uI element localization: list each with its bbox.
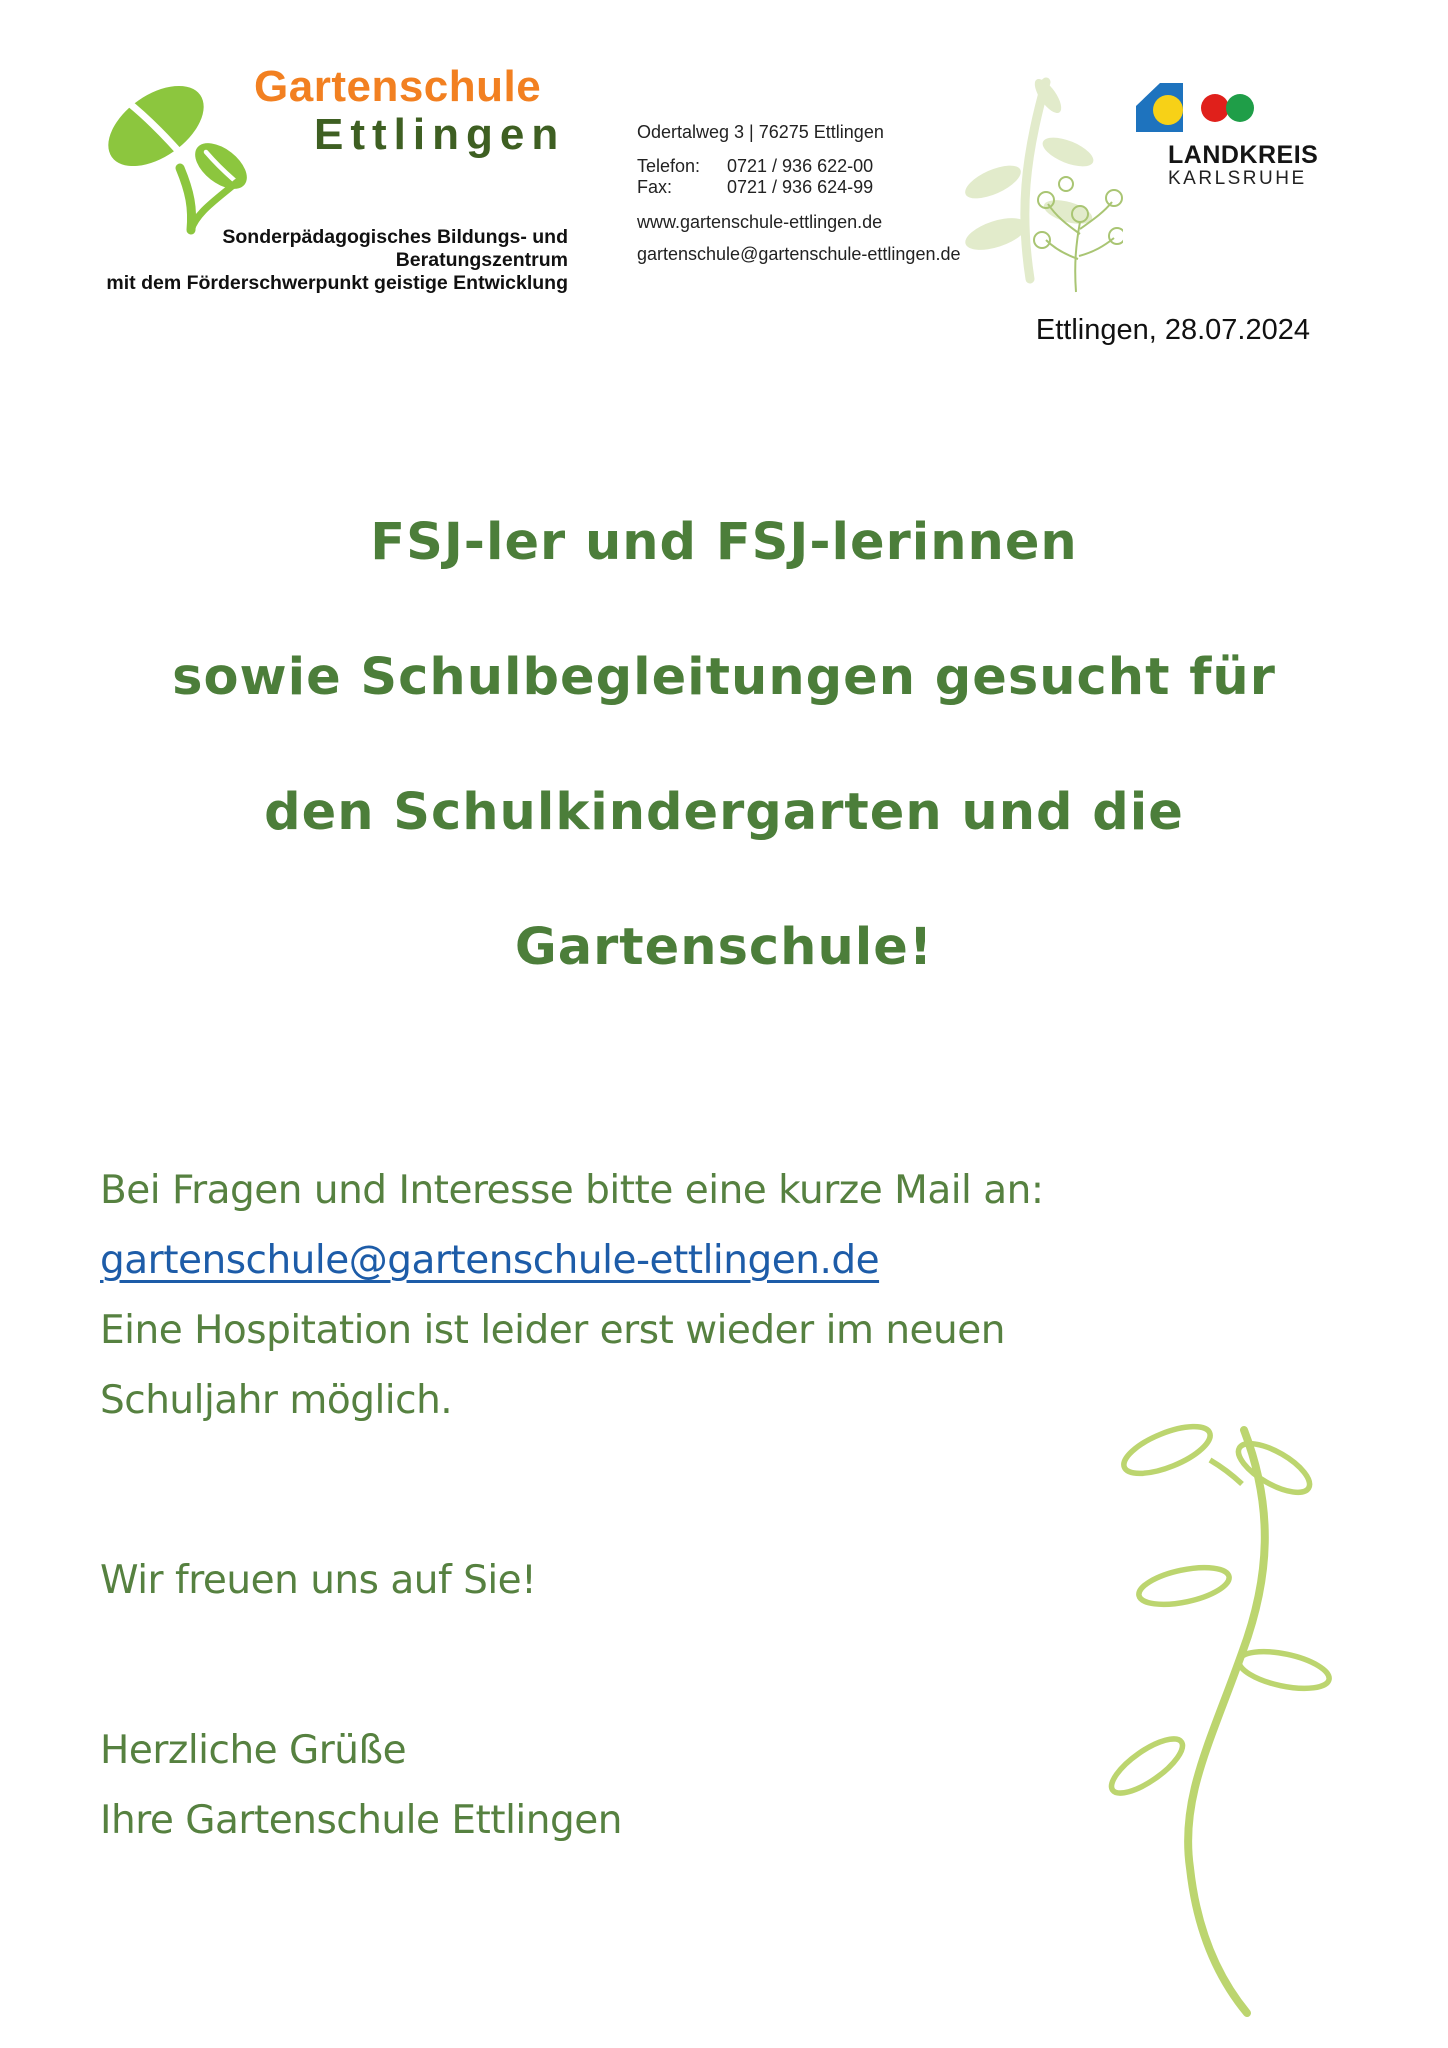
fax-number: 0721 / 936 624-99 (727, 177, 874, 197)
headline (0, 498, 1448, 1038)
landkreis-label: LANDKREIS (1168, 141, 1319, 169)
closing-line-1: Herzliche Grüße (100, 1728, 407, 1773)
contact-website: www.gartenschule-ettlingen.de (637, 212, 883, 232)
phone-number: 0721 / 936 622-00 (727, 156, 874, 176)
plant-decoration-top-icon (948, 64, 1123, 294)
date-line: Ettlingen, 28.07.2024 (1035, 314, 1310, 346)
logo-title-ettlingen: Ettlingen (314, 110, 566, 159)
landkreis-logo (1128, 80, 1318, 189)
contact-email: gartenschule@gartenschule-ettlingen.de (637, 244, 961, 264)
closing-line-2: Ihre Gartenschule Ettlingen (100, 1798, 622, 1843)
body-line-3: Schuljahr möglich. (100, 1378, 453, 1423)
headline-line-2: sowie Schulbegleitungen gesucht für (172, 648, 1276, 707)
headline-line-1: FSJ-ler und FSJ-lerinnen (370, 513, 1078, 572)
headline-line-3: den Schulkindergarten und die (264, 783, 1184, 842)
subtitle-line-2: mit dem Förderschwerpunkt geistige Entwicklung (106, 272, 568, 294)
landkreis-mark-icon (1128, 80, 1258, 136)
email-link[interactable]: gartenschule@gartenschule-ettlingen.de (100, 1238, 880, 1283)
school-subtitle (80, 226, 568, 295)
phone-label: Telefon: (637, 156, 701, 176)
contact-block (637, 122, 960, 265)
body-line-2: Eine Hospitation ist leider erst wieder im neuen (100, 1308, 1005, 1353)
headline-line-4: Gartenschule! (514, 918, 934, 977)
contact-phone-fax (637, 156, 960, 198)
karlsruhe-label: KARLSRUHE (1168, 168, 1307, 189)
logo-title-gartenschule: Gartenschule (254, 62, 542, 111)
body-text (100, 1156, 1100, 1856)
subtitle-line-1: Sonderpädagogisches Bildungs- und Beratungszentrum (222, 226, 568, 271)
contact-address: Odertalweg 3 | 76275 Ettlingen (637, 122, 884, 142)
body-para-2: Wir freuen uns auf Sie! (100, 1558, 537, 1603)
fax-label: Fax: (637, 177, 673, 197)
sprout-leaf-icon (94, 68, 269, 238)
body-line-1: Bei Fragen und Interesse bitte eine kurze Mail an: (100, 1168, 1044, 1213)
vine-decoration-bottom-icon (1092, 1398, 1342, 2048)
